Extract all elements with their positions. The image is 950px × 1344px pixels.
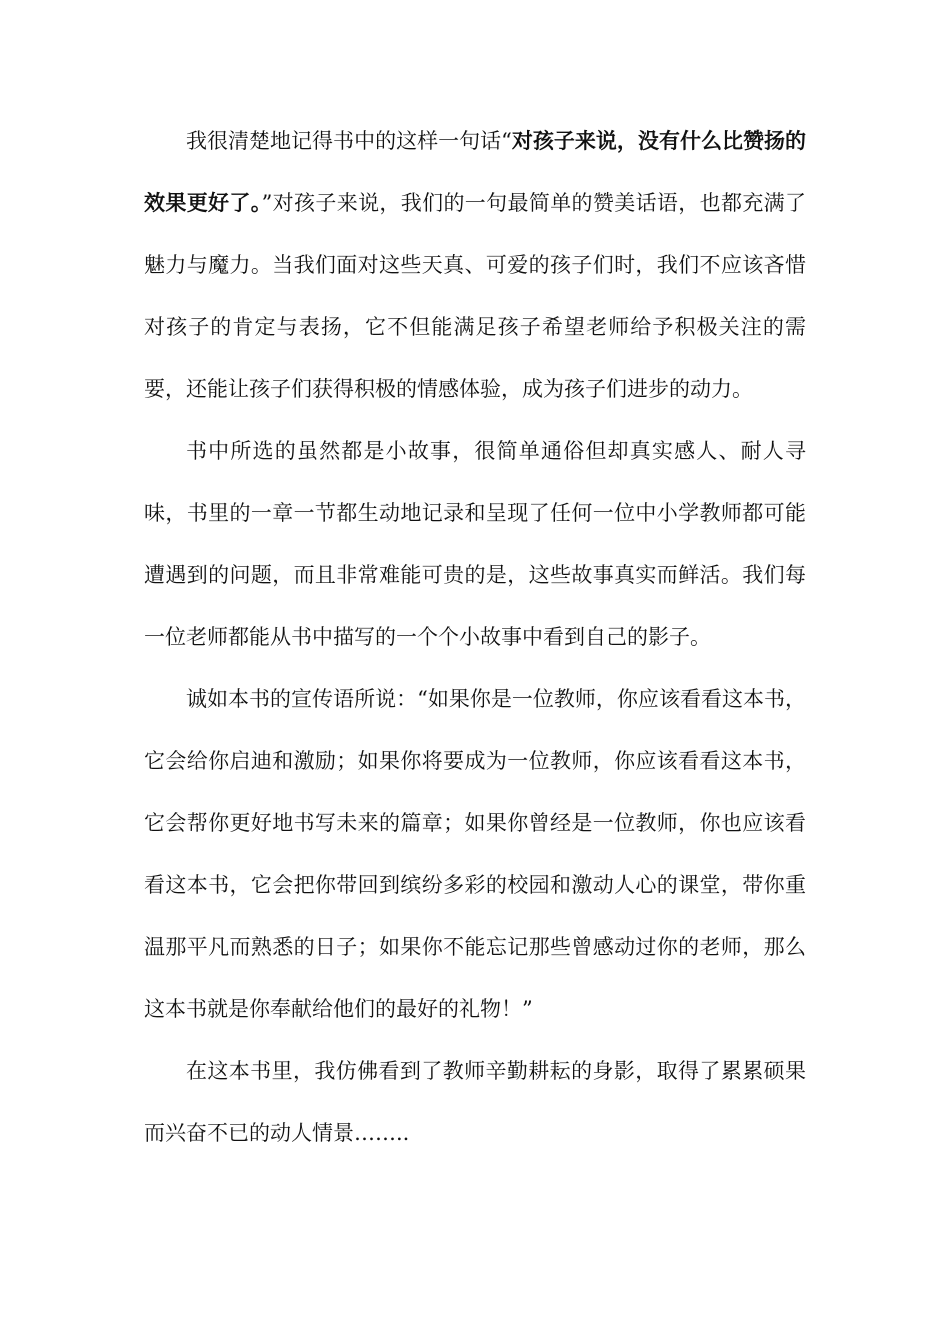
paragraph-4: 在这本书里，我仿佛看到了教师辛勤耕耘的身影，取得了累累硕果而兴奋不已的动人情景…….. bbox=[144, 1059, 806, 1145]
paragraph-2: 书中所选的虽然都是小故事，很简单通俗但却真实感人、耐人寻味，书里的一章一节都生动地记录和呈现了任何一位中小学教师都可能遭遇到的问题，而且非常难能可贵的是，这些故事真实而鲜活。我们每一位老师都能从书中描写的一个个小故事中看到自己的影子。 bbox=[144, 439, 806, 649]
document-body bbox=[144, 110, 806, 1164]
paragraph-3: 诚如本书的宣传语所说：“如果你是一位教师，你应该看看这本书，它会给你启迪和激励；如果你将要成为一位教师，你应该看看这本书，它会帮你更好地书写未来的篇章；如果你曾经是一位教师，你也应该看看这本书，它会把你带回到缤纷多彩的校园和激动人心的课堂，带你重温那平凡而熟悉的日子；如果你不能忘记那些曾感动过你的老师，那么这本书就是你奉献给他们的最好的礼物！” bbox=[144, 687, 806, 1021]
paragraph-1 bbox=[144, 110, 806, 420]
paragraph-1-rest: ”对孩子来说，我们的一句最简单的赞美话语，也都充满了魅力与魔力。当我们面对这些天真、可爱的孩子们时，我们不应该吝惜对孩子的肯定与表扬，它不但能满足孩子希望老师给予积极关注的需要，还能让孩子们获得积极的情感体验，成为孩子们进步的动力。 bbox=[144, 191, 807, 401]
paragraph-1-bold-quote: 对孩子来说，没有什么比赞扬的效果更好了。 bbox=[144, 128, 806, 215]
paragraph-1-lead: 我很清楚地记得书中的这样一句话“ bbox=[186, 129, 512, 153]
